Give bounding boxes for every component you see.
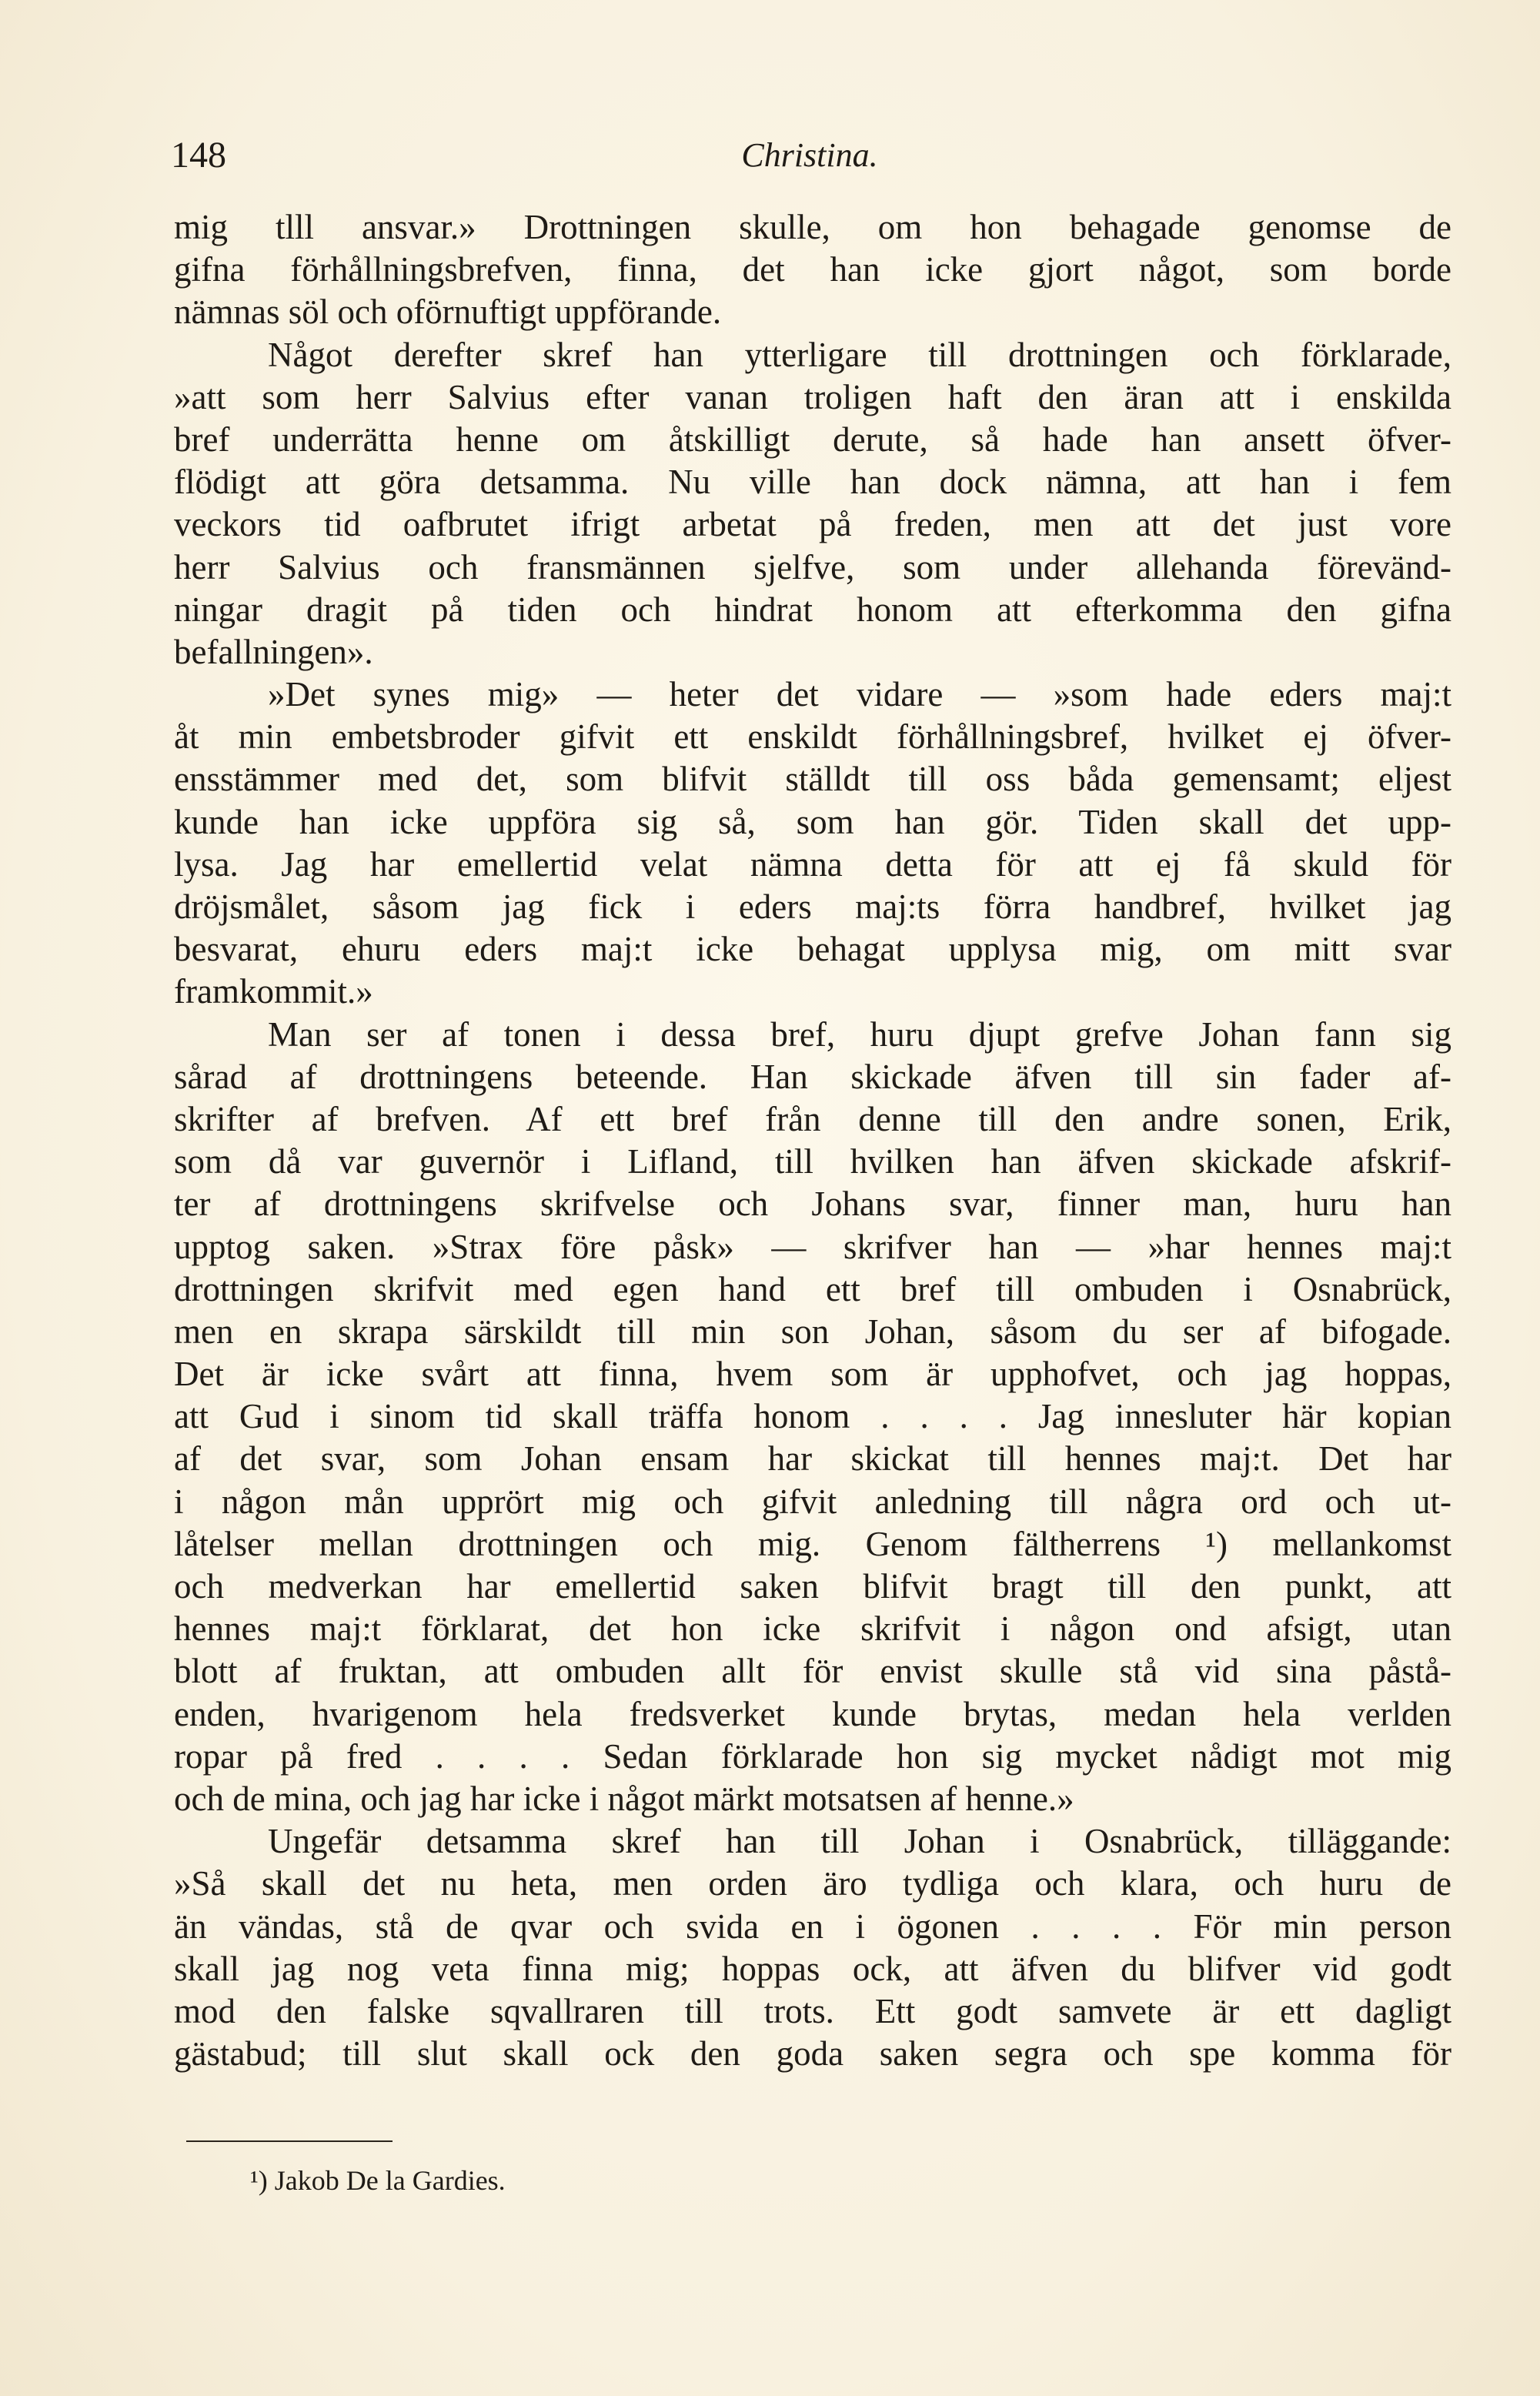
text-line: Man ser af tonen i dessa bref, huru djupt grefve Johan fann sig xyxy=(268,1014,1451,1054)
text-line: gifna förhållningsbrefven, finna, det han icke gjort något, som borde xyxy=(174,250,1451,289)
footnote-rule xyxy=(186,2140,393,2142)
text-line: »att som herr Salvius efter vanan troligen haft den äran att i enskilda xyxy=(174,377,1451,416)
text-line: drottningen skrifvit med egen hand ett bref till ombuden i Osnabrück, xyxy=(174,1269,1451,1308)
text-line: blott af fruktan, att ombuden allt för envist skulle stå vid sina påstå- xyxy=(174,1652,1451,1691)
text-line: låtelser mellan drottningen och mig. Genom fältherrens ¹) mellankomst xyxy=(174,1524,1451,1563)
text-line: åt min embetsbroder gifvit ett enskildt förhållningsbref, hvilket ej öfver- xyxy=(174,717,1451,757)
text-line: Något derefter skref han ytterligare till drottningen och förklarade, xyxy=(268,335,1451,374)
text-line: mod den falske sqvallraren till trots. Ett godt samvete är ett dagligt xyxy=(174,1991,1451,2030)
text-line: ningar dragit på tiden och hindrat honom att efterkomma den gifna xyxy=(174,590,1451,629)
text-line: skall jag nog veta finna mig; hoppas ock, att äfven du blifver vid godt xyxy=(174,1949,1451,1988)
text-line: »Så skall det nu heta, men orden äro tydliga och klara, och huru de xyxy=(174,1864,1451,1903)
page-number: 148 xyxy=(171,135,226,175)
text-line: än vändas, stå de qvar och svida en i ögonen . . . . För min person xyxy=(174,1906,1451,1946)
text-line: nämnas söl och oförnuftigt uppförande. xyxy=(174,292,722,332)
text-line: sårad af drottningens beteende. Han skickade äfven till sin fader af- xyxy=(174,1057,1451,1096)
text-line: men en skrapa särskildt till min son Johan, såsom du ser af bifogade. xyxy=(174,1312,1451,1351)
text-line: enden, hvarigenom hela fredsverket kunde brytas, medan hela verlden xyxy=(174,1694,1451,1733)
text-line: och medverkan har emellertid saken blifvit bragt till den punkt, att xyxy=(174,1567,1451,1606)
text-line: gästabud; till slut skall ock den goda saken segra och spe komma för xyxy=(174,2034,1451,2074)
text-line: bref underrätta henne om åtskilligt derute, så hade han ansett öfver- xyxy=(174,419,1451,459)
text-line: veckors tid oafbrutet ifrigt arbetat på freden, men att det just vore xyxy=(174,505,1451,544)
text-line: i någon mån upprört mig och gifvit anledning till några ord och ut- xyxy=(174,1482,1451,1521)
text-line: mig tlll ansvar.» Drottningen skulle, om hon behagade genomse de xyxy=(174,208,1451,246)
footnote-text: Jakob De la Gardies. xyxy=(274,2165,506,2196)
text-line: ter af drottningens skrifvelse och Johans svar, finner man, huru han xyxy=(174,1185,1451,1224)
footnote-marker: ¹) xyxy=(250,2165,268,2196)
text-line: att Gud i sinom tid skall träffa honom . . . . Jag innesluter här kopian xyxy=(174,1397,1451,1436)
text-line: och de mina, och jag har icke i något märkt motsatsen af henne.» xyxy=(174,1779,1074,1818)
text-line: befallningen». xyxy=(174,632,373,671)
text-line: herr Salvius och fransmännen sjelfve, som under allehanda förevänd- xyxy=(174,547,1451,586)
text-line: af det svar, som Johan ensam har skickat till hennes maj:t. Det har xyxy=(174,1439,1451,1479)
footnote xyxy=(250,2161,506,2200)
text-line: »Det synes mig» — heter det vidare — »som hade eders maj:t xyxy=(268,675,1451,714)
text-line: skrifter af brefven. Af ett bref från denne till den andre sonen, Erik, xyxy=(174,1099,1451,1138)
text-line: kunde han icke uppföra sig så, som han gör. Tiden skall det upp- xyxy=(174,802,1451,841)
text-line: lysa. Jag har emellertid velat nämna detta för att ej få skuld för xyxy=(174,844,1451,884)
page-header xyxy=(171,132,1448,179)
text-line: upptog saken. »Strax före påsk» — skrifver han — »har hennes maj:t xyxy=(174,1227,1451,1266)
text-line: dröjsmålet, såsom jag fick i eders maj:ts förra handbref, hvilket jag xyxy=(174,887,1451,926)
text-line: hennes maj:t förklarat, det hon icke skrifvit i någon ond afsigt, utan xyxy=(174,1609,1451,1649)
body-text xyxy=(174,206,1451,2075)
text-line: besvarat, ehuru eders maj:t icke behagat upplysa mig, om mitt svar xyxy=(174,930,1451,969)
text-line: ropar på fred . . . . Sedan förklarade hon sig mycket nådigt mot mig xyxy=(174,1736,1451,1776)
text-line: ensstämmer med det, som blifvit ställdt till oss båda gemensamt; eljest xyxy=(174,760,1451,799)
text-line: som då var guvernör i Lifland, till hvilken han äfven skickade afskrif- xyxy=(174,1142,1451,1181)
text-line: Det är icke svårt att finna, hvem som är upphofvet, och jag hoppas, xyxy=(174,1355,1451,1394)
text-line: framkommit.» xyxy=(174,972,373,1011)
text-line: Ungefär detsamma skref han till Johan i Osnabrück, tilläggande: xyxy=(268,1822,1451,1861)
text-line: flödigt att göra detsamma. Nu ville han dock nämna, att han i fem xyxy=(174,463,1451,502)
running-title: Christina. xyxy=(741,136,878,174)
